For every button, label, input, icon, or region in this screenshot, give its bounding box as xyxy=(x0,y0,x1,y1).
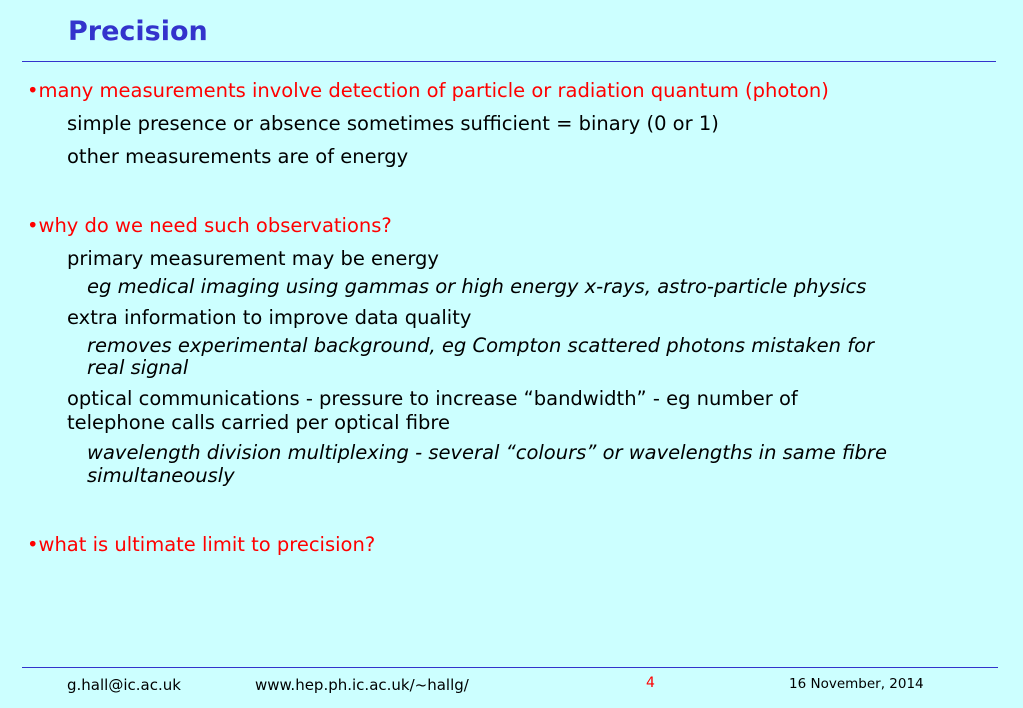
bullet-1-sub-2: other measurements are of energy xyxy=(67,145,409,168)
bullet-2: •why do we need such observations? xyxy=(27,214,392,237)
slide-title: Precision xyxy=(68,16,208,47)
footer-date: 16 November, 2014 xyxy=(789,676,924,692)
bullet-2-sub-2-example-line-2: real signal xyxy=(87,356,189,379)
bullet-2-sub-3-example-line-2: simultaneously xyxy=(87,464,235,487)
footer-url: www.hep.ph.ic.ac.uk/~hallg/ xyxy=(255,676,469,694)
bullet-1-sub-1: simple presence or absence sometimes sufficient = binary (0 or 1) xyxy=(67,112,719,135)
bullet-2-sub-2: extra information to improve data quality xyxy=(67,306,472,329)
bullet-2-sub-3-line-1: optical communications - pressure to increase “bandwidth” - eg number of xyxy=(67,387,798,410)
bullet-2-sub-3-example-line-1: wavelength division multiplexing - several “colours” or wavelengths in same fibre xyxy=(87,441,887,464)
page-number: 4 xyxy=(646,675,655,691)
bullet-2-sub-2-example-line-1: removes experimental background, eg Compton scattered photons mistaken for xyxy=(87,334,875,357)
bullet-2-sub-3-line-2: telephone calls carried per optical fibre xyxy=(67,411,450,434)
footer-divider xyxy=(22,667,998,668)
bullet-1: •many measurements involve detection of particle or radiation quantum (photon) xyxy=(27,79,829,102)
title-divider xyxy=(22,61,996,62)
bullet-2-sub-1: primary measurement may be energy xyxy=(67,247,439,270)
footer-email: g.hall@ic.ac.uk xyxy=(67,676,181,694)
bullet-2-sub-1-example: eg medical imaging using gammas or high energy x-rays, astro-particle physics xyxy=(87,275,867,298)
bullet-3: •what is ultimate limit to precision? xyxy=(27,533,376,556)
